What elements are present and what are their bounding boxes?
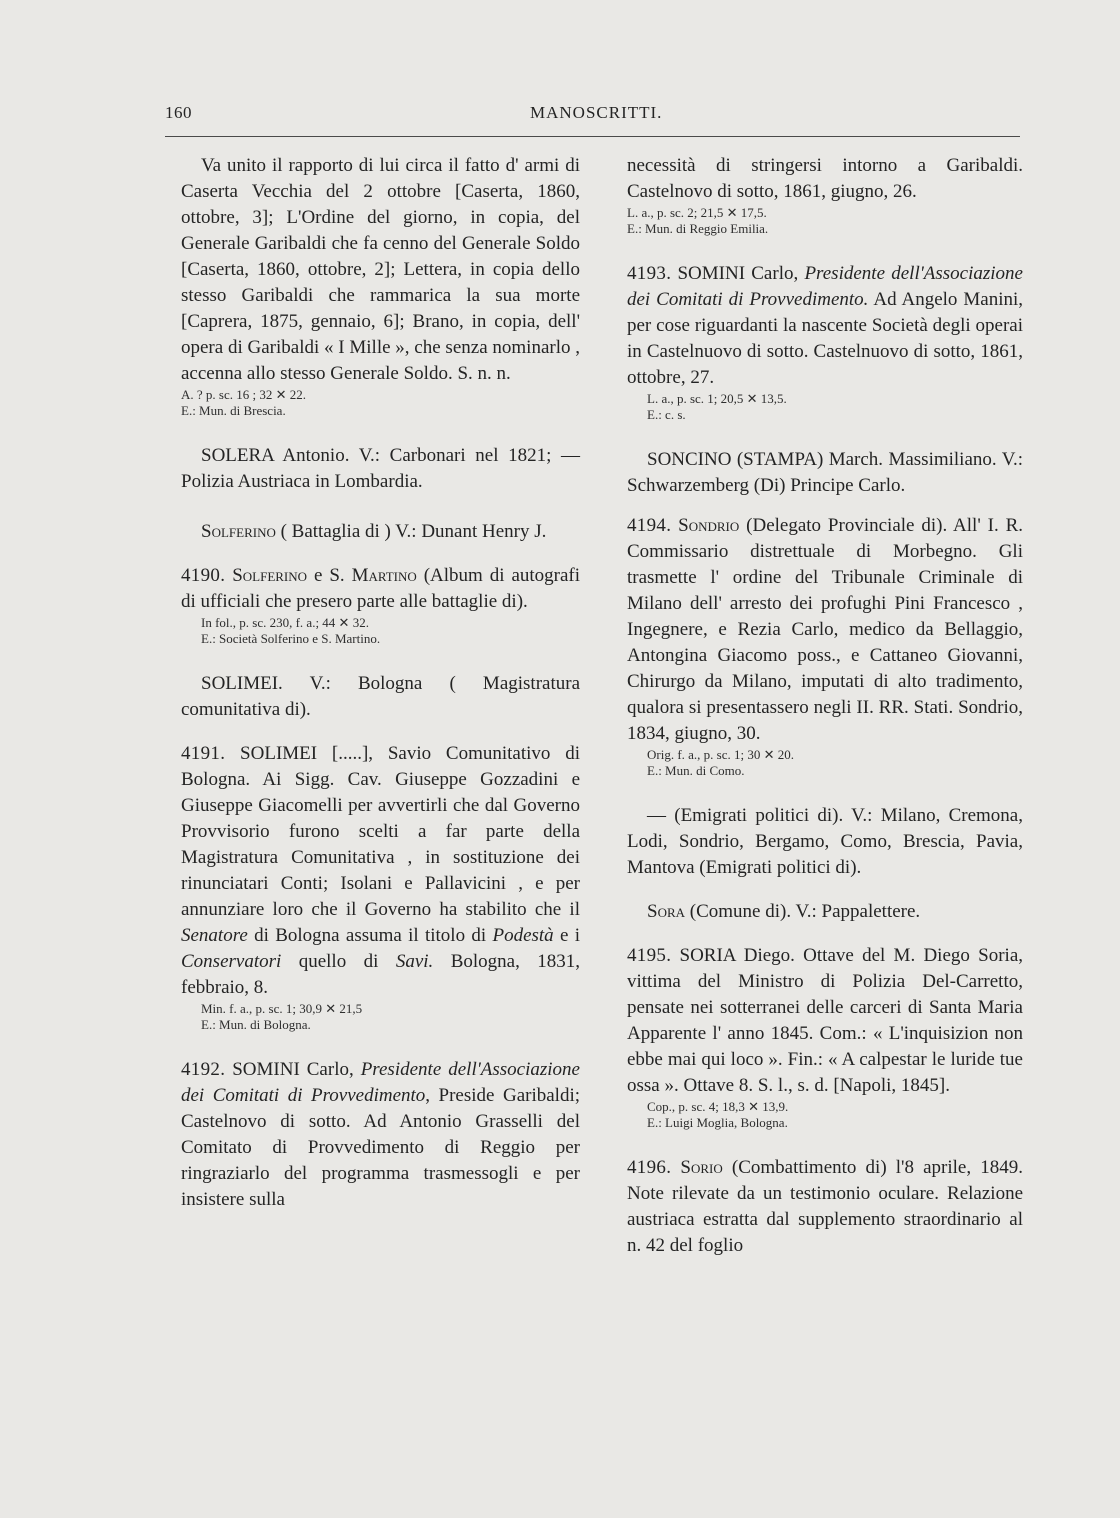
meta-line: E.: Luigi Moglia, Bologna. bbox=[647, 1115, 788, 1130]
entry-number: 4193. bbox=[627, 263, 672, 284]
section-title: MANOSCRITTI. bbox=[530, 103, 663, 122]
meta-line: L. a., p. sc. 2; 21,5 ✕ 17,5. bbox=[627, 205, 767, 220]
entry-text: e i bbox=[553, 925, 580, 946]
spacer bbox=[627, 1131, 1023, 1155]
entry-text: , Preside Garibaldi; Castelnovo di sotto. Ad Antonio Grasselli del Comitato di Provvedimento di Reggio per ringraziarlo del programma trasmessogli e per insistere sulla bbox=[181, 1085, 580, 1210]
meta-line: E.: Mun. di Reggio Emilia. bbox=[627, 221, 769, 236]
intro-text: Va unito il rapporto di lui circa il fatto d' armi di Caserta Vecchia del 2 ottobre [Caserta, 1860, ottobre, 3]; L'Ordine del giorno, in copia, del Generale Garibaldi che fa cenno del Generale Soldo [Caserta, 1860, ottobre, 2]; Lettera, in copia dello stesso Garibaldi che rammarica la sua morte [Caprera, 1875, gennaio, 6]; Brano, in copia, dell' opera di Garibaldi « I Mille », che senza nominarlo , accenna allo stesso Generale Soldo. S. n. n. bbox=[181, 155, 580, 384]
meta-line: E.: Mun. di Como. bbox=[647, 763, 745, 778]
entry-4192-continued: necessità di stringersi intorno a Garibaldi. Castelnovo di sotto, 1861, giugno, 26. bbox=[627, 155, 1023, 202]
entry-text: SOLIMEI [.....], Savio Comunitativo di Bologna. Ai Sigg. Cav. Giuseppe Gozzadini e Giuseppe Giacomelli per avvertirli che dal Governo Provvisorio furono scelti a far parte della Magistratura Comunitativa , in sostituzione dei rinunciatari Conti; Isolani e Pallavicini , e per annunziare loro che il Governo ha stabilito che il bbox=[181, 743, 580, 920]
meta-line: E.: Mun. di Brescia. bbox=[181, 403, 286, 418]
entry-4190 bbox=[181, 563, 580, 615]
entry-text: di Bologna assuma il titolo di bbox=[247, 925, 493, 946]
entry-name: Sondrio bbox=[678, 515, 740, 536]
crossref-solferino bbox=[181, 519, 580, 545]
running-head bbox=[165, 103, 1020, 125]
entry-text: (Combattimento di) l'8 aprile, 1849. Note rilevate da un testimonio oculare. Relazione austriaca estratta dal supplemento straordinario al n. 42 del foglio bbox=[627, 1157, 1023, 1256]
entry-text: (Comune di). V.: Pappalettere. bbox=[685, 901, 921, 922]
entry-4193 bbox=[627, 261, 1023, 391]
spacer bbox=[627, 237, 1023, 261]
entry-number: 4194. bbox=[627, 515, 672, 536]
meta-line: In fol., p. sc. 230, f. a.; 44 ✕ 32. bbox=[201, 615, 369, 630]
entry-italic: Presidente dell'Associazione dei Comitati di Provvedimento bbox=[181, 1059, 580, 1106]
entry-text: (Delegato Provinciale di). All' I. R. Commissario distrettuale di Morbegno. Gli trasmette l' ordine del Tribunale Criminale di Milano dell' arresto dei profughi Pini Francesco , Ingegnere, e Rezia Carlo, medico da Bellaggio, Antongina Giacomo poss., e Cattaneo Giovanni, Chirurgo da Milano, imputati di alto tradimento, qualora si presentassero negli II. RR. Stati. Sondrio, 1834, giugno, 30. bbox=[627, 515, 1024, 744]
entry-text: quello di bbox=[281, 951, 396, 972]
meta-line: L. a., p. sc. 1; 20,5 ✕ 13,5. bbox=[647, 391, 787, 406]
entry-name: Sorio bbox=[680, 1157, 723, 1178]
entry-text: e S. bbox=[307, 565, 352, 586]
page-number: 160 bbox=[165, 103, 192, 122]
right-column bbox=[627, 153, 1023, 1259]
entry-text: SORIA Diego. Ottave del M. Diego Soria, vittima del Ministro di Polizia Del-Carretto, pensate nei sotterranei delle carceri di Santa Maria Apparente l' anno 1845. Com.: « L'inquisizion non ebbe mai qui loco ». Fin.: « A calpestar le luride tue ossa ». Ottave 8. S. l., s. d. [Napoli, 1845]. bbox=[627, 945, 1023, 1096]
meta-line: Cop., p. sc. 4; 18,3 ✕ 13,9. bbox=[647, 1099, 789, 1114]
spacer bbox=[627, 881, 1023, 899]
entry-italic: Conservatori bbox=[181, 951, 282, 972]
entry-text: SOMINI Carlo, bbox=[671, 263, 805, 284]
entry-text: SOMINI Carlo, bbox=[225, 1059, 361, 1080]
spacer bbox=[181, 723, 580, 741]
entry-number: 4191. bbox=[181, 743, 226, 764]
entry-text: Ad Angelo Manini, per cose riguardanti la nascente Società degli operai in Castelnuovo di sotto. Castelnuovo di sotto, 1861, ottobre, 27. bbox=[627, 289, 1023, 388]
meta-line: E.: Società Solferino e S. Martino. bbox=[201, 631, 381, 646]
entry-text: (Album di autografi di ufficiali che presero parte alle battaglie di). bbox=[181, 565, 581, 612]
meta-line: E.: c. s. bbox=[647, 407, 686, 422]
entry-number: 4195. bbox=[627, 945, 672, 966]
entry-text: Bologna, 1831, febbraio, 8. bbox=[181, 951, 580, 998]
crossref-soncino: SONCINO (STAMPA) March. Massimiliano. V.: Schwarzemberg (Di) Principe Carlo. bbox=[627, 449, 1023, 496]
entry-italic: Savi. bbox=[395, 951, 434, 972]
entry-name: Solferino bbox=[201, 521, 276, 542]
entry-name: Solferino bbox=[232, 565, 308, 586]
spacer bbox=[181, 545, 580, 563]
entry-italic: Podestà bbox=[492, 925, 554, 946]
entry-4196 bbox=[627, 1155, 1023, 1259]
crossref-emigrati: — (Emigrati politici di). V.: Milano, Cremona, Lodi, Sondrio, Bergamo, Como, Brescia, Pavia, Mantova (Emigrati politici di). bbox=[627, 805, 1023, 878]
crossref-solimei: SOLIMEI. V.: Bologna ( Magistratura comunitativa di). bbox=[181, 673, 580, 720]
entry-4191 bbox=[181, 741, 580, 1001]
spacer bbox=[627, 925, 1023, 943]
entry-4192 bbox=[181, 1057, 580, 1213]
entry-italic: Presidente dell'Associazione dei Comitati di Provvedimento. bbox=[627, 263, 1023, 310]
spacer bbox=[181, 495, 580, 519]
meta-line: A. ? p. sc. 16 ; 32 ✕ 22. bbox=[181, 387, 306, 402]
spacer bbox=[181, 647, 580, 671]
meta-line: Orig. f. a., p. sc. 1; 30 ✕ 20. bbox=[647, 747, 795, 762]
entry-text: ( Battaglia di ) V.: Dunant Henry J. bbox=[275, 521, 547, 542]
intro-paragraph bbox=[181, 153, 580, 387]
entry-italic: Senatore bbox=[181, 925, 248, 946]
spacer bbox=[627, 423, 1023, 447]
entry-number: 4190. bbox=[181, 565, 226, 586]
spacer bbox=[627, 499, 1023, 513]
entry-number: 4192. bbox=[181, 1059, 226, 1080]
entry-number: 4196. bbox=[627, 1157, 672, 1178]
spacer bbox=[181, 1033, 580, 1057]
meta-line: Min. f. a., p. sc. 1; 30,9 ✕ 21,5 bbox=[201, 1001, 363, 1016]
entry-name: Sora bbox=[647, 901, 686, 922]
crossref-sora bbox=[627, 899, 1023, 925]
spacer bbox=[181, 419, 580, 443]
meta-line: E.: Mun. di Bologna. bbox=[201, 1017, 311, 1032]
left-column bbox=[181, 153, 580, 1213]
header-rule bbox=[165, 136, 1020, 137]
crossref-solera: SOLERA Antonio. V.: Carbonari nel 1821; — Polizia Austriaca in Lombardia. bbox=[181, 445, 580, 492]
spacer bbox=[627, 779, 1023, 803]
entry-name: Martino bbox=[351, 565, 417, 586]
entry-4195 bbox=[627, 943, 1023, 1099]
entry-4194 bbox=[627, 513, 1023, 747]
